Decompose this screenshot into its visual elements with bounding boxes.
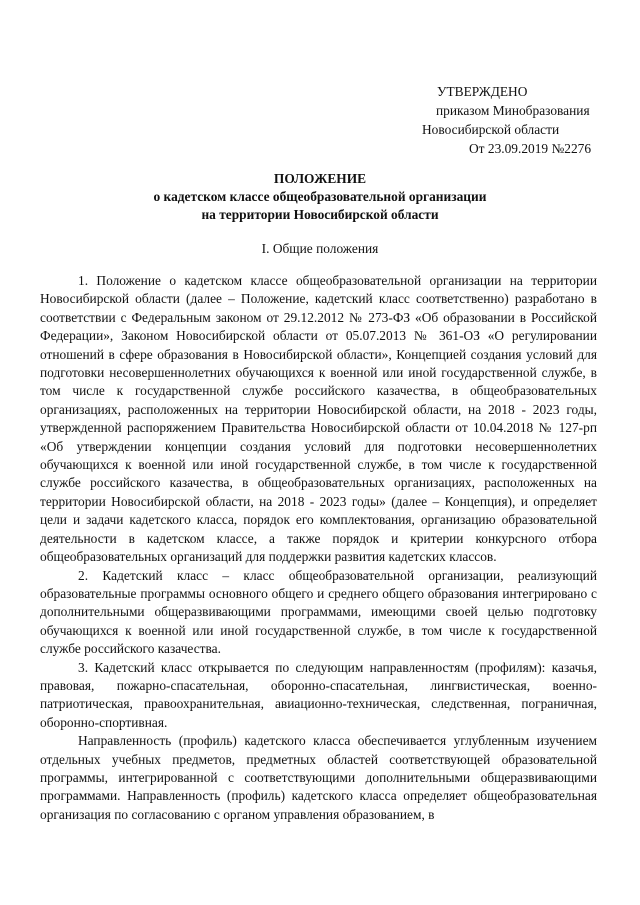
title-heading: ПОЛОЖЕНИЕ	[273, 171, 367, 186]
approval-title: УТВЕРЖДЕНО	[437, 84, 528, 99]
paragraph-4: Направленность (профиль) кадетского класса обеспечивается углубленным изучением отдельных учебных предметов, предметных областей соответствующей образовательной программы, интегрированной с соответствующими дополнительными общеразвивающими программами. Направленность (профиль) кадетского класса определяет общеобразовательная организация по согласованию с органом управления образованием, в	[40, 733, 597, 822]
paragraph-2: 2. Кадетский класс – класс общеобразовательной организации, реализующий образовательные программы основного общего и среднего общего образования интегрировано с дополнительными общеразвивающими программами, имеющими своей целью подготовку обучающихся к военной или иной государственной службе, в том числе к государственной службе российского казачества.	[40, 567, 597, 657]
paragraph-3: 3. Кадетский класс открывается по следующим направленностям (профилям): казачья, правовая, пожарно-спасательная, оборонно-спасательная, лингвистическая, военно-патриотическая, правоохранительная, авиационно-техническая, следственная, пограничная, оборонно-спортивная.	[40, 659, 597, 730]
title-subheading-2: на территории Новосибирской области	[201, 207, 439, 222]
approval-order-line: приказом Минобразования	[436, 103, 590, 118]
document-body	[40, 272, 597, 824]
approval-region-line: Новосибирской области	[422, 122, 560, 137]
document-title	[0, 170, 640, 224]
section-heading: I. Общие положения	[261, 241, 379, 256]
title-subheading: о кадетском классе общеобразовательной организации	[153, 189, 487, 204]
paragraph-1: 1. Положение о кадетском классе общеобразовательной организации на территории Новосибирской области (далее – Положение, кадетский класс соответственно) разработано в соответствии с Федеральным законом от 29.12.2012 № 273-ФЗ «Об образовании в Российской Федерации», Законом Новосибирской области от 05.07.2013 № 361-ОЗ «О регулировании отношений в сфере образования в Новосибирской области», Концепцией создания условий для подготовки несовершеннолетних обучающихся к военной или иной государственной службе, в том числе к государственной службе российского казачества, в общеобразовательных организациях, расположенных на территории Новосибирской области, на 2018 - 2023 годы, утвержденной распоряжением Правительства Новосибирской области от 10.04.2018 № 127-рп «Об утверждении концепции создания условий для подготовки несовершеннолетних обучающихся к военной или иной государственной службе, в том числе к государственной службе российского казачества, в общеобразовательных организациях, расположенных на территории Новосибирской области, на 2018 - 2023 годы» (далее – Концепция), и определяет цели и задачи кадетского класса, порядок его комплектования, организацию образовательной деятельности в кадетском классе, а также порядок и критерии конкурсного отбора общеобразовательных организаций для поддержки развития кадетских классов.	[40, 273, 597, 565]
approval-date-line: От 23.09.2019 №2276	[469, 141, 592, 156]
